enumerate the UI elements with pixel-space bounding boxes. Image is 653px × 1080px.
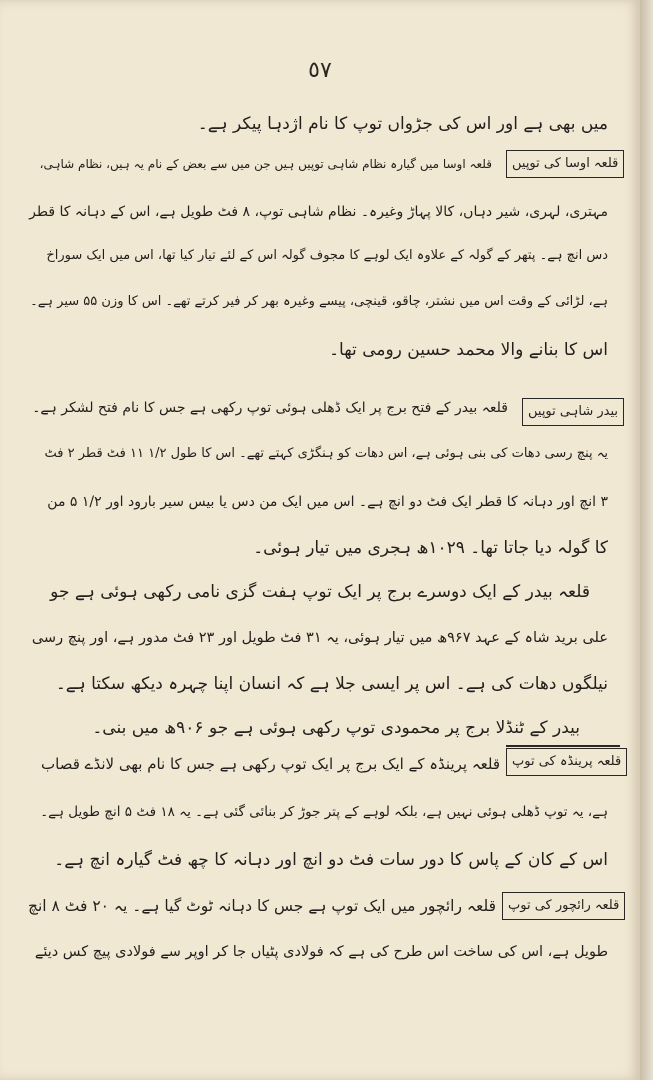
page-number: ٥٧ (308, 58, 332, 83)
text-line: اس کا بنانے والا محمد حسین رومی تھا۔ (329, 340, 608, 360)
text-line: مہتری، لہری، شیر دہاں، کالا پہاڑ وغیرہ۔ نظام شاہی توپ، ۸ فٹ طویل ہے، اس کے دہانہ کا قطر (29, 204, 608, 220)
text-line: نیلگوں دھات کی ہے۔ اس پر ایسی جلا ہے کہ انسان اپنا چہرہ دیکھ سکتا ہے۔ (55, 674, 608, 694)
text-line: میں بھی ہے اور اس کی جڑواں توپ کا نام اژدہا پیکر ہے۔ (197, 114, 608, 134)
side-title-bidar: بیدر شاہی توپیں (522, 398, 624, 426)
text-line: دس انچ ہے۔ پتھر کے گولہ کے علاوہ ایک لوہے کا مجوف گولہ اس کے لئے تیار کیا تھا، اس میں ایک سوراخ (46, 248, 608, 263)
text-line: ہے، یہ توپ ڈھلی ہوئی نہیں ہے، بلکہ لوہے کے پتر جوڑ کر بنائی گئی ہے۔ یہ ۱۸ فٹ ۵ انچ طویل ہے۔ (40, 804, 608, 820)
title-rule (506, 745, 620, 747)
side-title-parenda: قلعہ پرینڈہ کی توپ (506, 748, 627, 776)
page-edge (640, 0, 653, 1080)
text-line: قلعہ رائچور میں ایک توپ ہے جس کا دہانہ ٹوٹ گیا ہے۔ یہ ۲۰ فٹ ۸ انچ (27, 897, 496, 915)
text-line: علی برید شاہ کے عہد ۹۶۷ھ میں تیار ہوئی، یہ ۳۱ فٹ طویل اور ۲۳ فٹ مدور ہے، اور پنچ رسی (31, 630, 608, 646)
text-line: ہے، لڑائی کے وقت اس میں نشتر، چاقو، قینچی، پیسے وغیرہ بھر کر فیر کرتے تھے۔ اس کا وزن ۵۵ سیر ہے۔ (30, 294, 608, 309)
text-line: ۳ انچ اور دہانہ کا قطر ایک فٹ دو انچ ہے۔ اس میں ایک من دس یا بیس سیر بارود اور ۱/۲ ۵ من (47, 494, 608, 510)
text-line: قلعہ بیدر کے ایک دوسرے برج پر ایک توپ ہفت گزی نامی رکھی ہوئی ہے جو (50, 582, 590, 602)
text-line: قلعہ پرینڈہ کے ایک برج پر ایک توپ رکھی ہے جس کا نام بھی لانڈے قصاب (41, 755, 500, 773)
text-line: یہ پنچ رسی دھات کی بنی ہوئی ہے، اس دھات کو ہنگڑی کہتے تھے۔ اس کا طول ۱/۲ ۱۱ فٹ قطر ۲ فٹ (44, 446, 608, 461)
text-line: اس کے کان کے پاس کا دور سات فٹ دو انچ اور دہانہ کا چھ فٹ گیارہ انچ ہے۔ (54, 850, 608, 870)
text-line: قلعہ اوسا میں گیارہ نظام شاہی توپیں ہیں جن میں سے بعض کے نام یہ ہیں، نظام شاہی، (39, 157, 492, 171)
side-title-ausa: قلعہ اوسا کی توپیں (506, 150, 624, 178)
text-line: قلعہ بیدر کے فتح برج پر ایک ڈھلی ہوئی توپ رکھی ہے جس کا نام فتح لشکر ہے۔ (32, 400, 508, 416)
text-line: کا گولہ دیا جاتا تھا۔ ۱۰۲۹ھ ہجری میں تیار ہوئی۔ (253, 538, 608, 558)
text-line: طویل ہے، اس کی ساخت اس طرح کی ہے کہ فولادی پٹیاں جا کر اوپر سے فولادی پیچ کس دیئے (34, 944, 608, 960)
side-title-raichur: قلعہ رائچور کی توپ (502, 892, 625, 920)
text-line: بیدر کے ٹنڈلا برج پر محمودی توپ رکھی ہوئی ہے جو ۹۰۶ھ میں بنی۔ (92, 718, 580, 738)
